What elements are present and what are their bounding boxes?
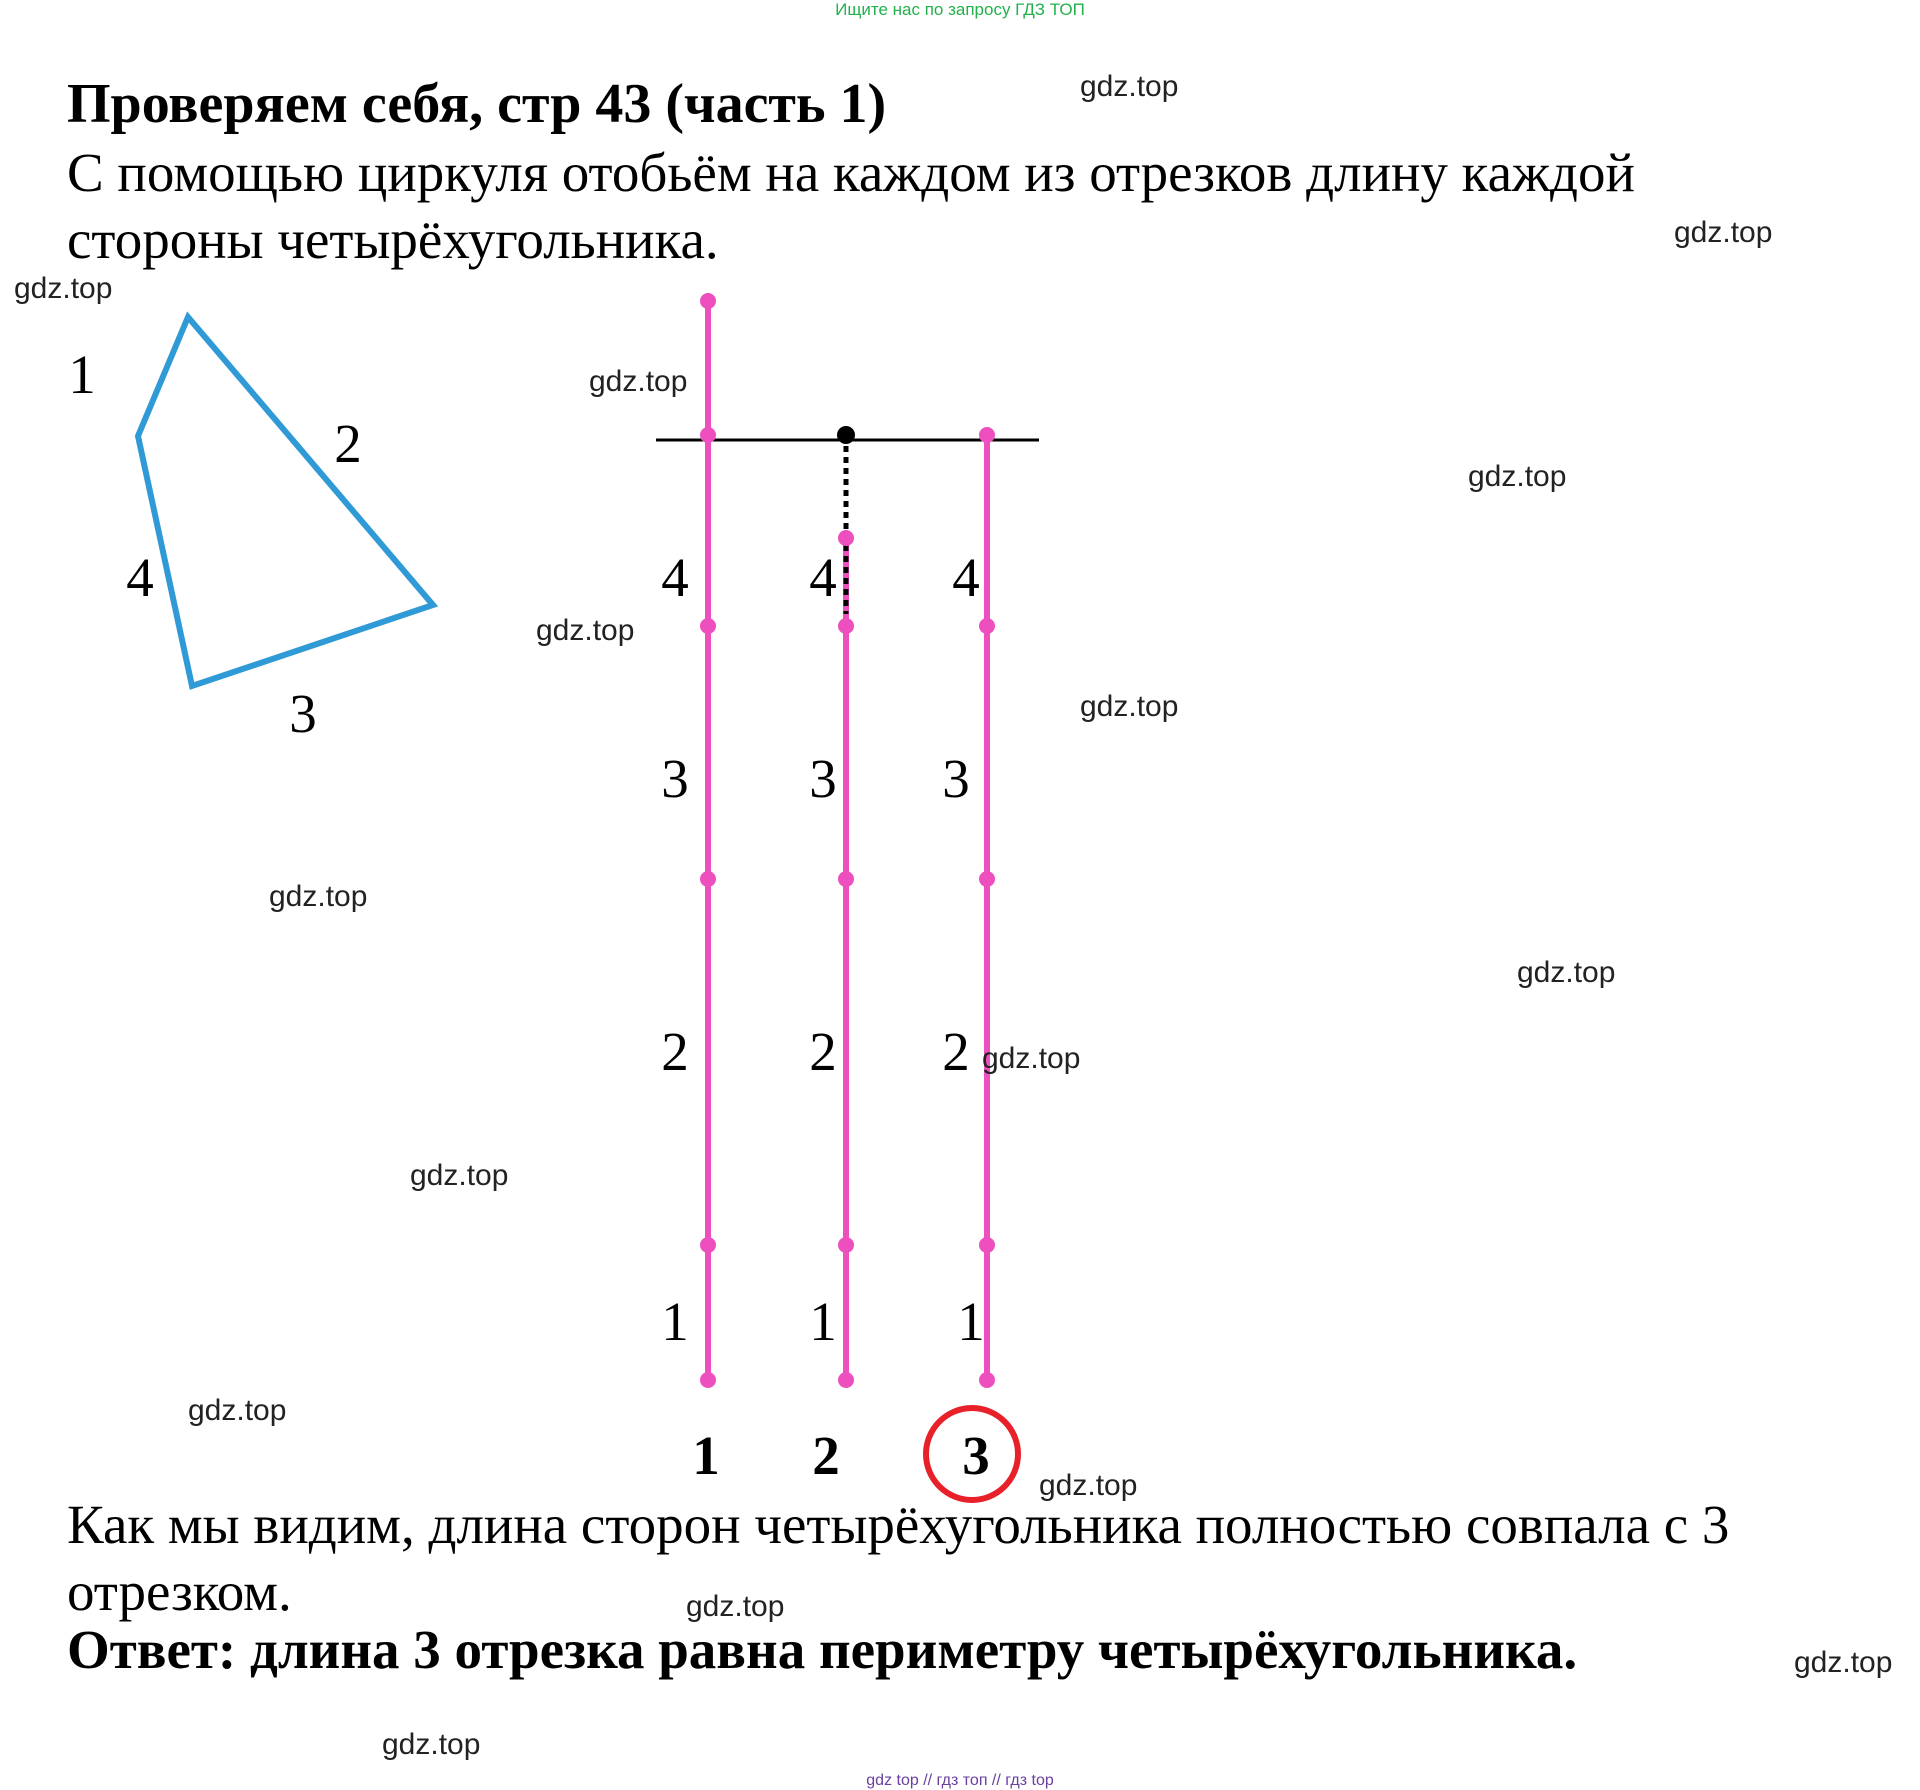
segment-2-point <box>838 871 854 887</box>
page-title: Проверяем себя, стр 43 (часть 1) <box>67 73 887 135</box>
watermark: gdz.top <box>1468 460 1567 493</box>
intro-line-1: С помощью циркуля отобьём на каждом из отрезков длину каждой <box>67 142 1635 203</box>
segment-3-point <box>979 1372 995 1388</box>
segment-2-point <box>838 530 854 546</box>
conclusion-line-1: Как мы видим, длина сторон четырёхугольника полностью совпала с 3 <box>67 1494 1730 1555</box>
watermark: gdz.top <box>686 1590 785 1623</box>
segment-2-label-4: 4 <box>809 547 837 608</box>
segment-3-point <box>979 871 995 887</box>
segment-1-point <box>700 427 716 443</box>
segment-2-top-mark <box>837 426 855 444</box>
quad-label-4: 4 <box>126 547 154 608</box>
segment-1-label-3: 3 <box>661 748 689 809</box>
quad-label-1: 1 <box>68 344 96 405</box>
top-banner: Ищите нас по запросу ГДЗ ТОП <box>835 0 1085 19</box>
segment-3-label-4: 4 <box>952 547 980 608</box>
segment-3-label-3: 3 <box>942 748 970 809</box>
segment-3-label-2: 2 <box>942 1021 970 1082</box>
watermark: gdz.top <box>1039 1469 1138 1502</box>
segment-number-1: 1 <box>692 1425 720 1486</box>
watermark: gdz.top <box>269 880 368 913</box>
segment-1-point <box>700 618 716 634</box>
conclusion-line-2: отрезком. <box>67 1561 292 1622</box>
answer-text: Ответ: длина 3 отрезка равна периметру четырёхугольника. <box>67 1619 1578 1680</box>
watermark: gdz.top <box>1080 70 1179 103</box>
watermark: gdz.top <box>410 1159 509 1192</box>
watermark: gdz.top <box>589 365 688 398</box>
watermark: gdz.top <box>14 272 113 305</box>
segment-1-point <box>700 871 716 887</box>
segment-3-point <box>979 1237 995 1253</box>
watermark: gdz.top <box>982 1042 1081 1075</box>
segment-2-point <box>838 618 854 634</box>
segment-2-label-1: 1 <box>809 1291 837 1352</box>
watermark: gdz.top <box>1794 1646 1893 1679</box>
segment-number-2: 2 <box>812 1425 840 1486</box>
segment-number-3: 3 <box>962 1425 990 1486</box>
quadrilateral <box>138 317 433 686</box>
segment-2-label-3: 3 <box>809 748 837 809</box>
watermark: gdz.top <box>536 614 635 647</box>
quad-label-3: 3 <box>289 683 317 744</box>
watermark: gdz.top <box>188 1394 287 1427</box>
segment-1-label-4: 4 <box>661 547 689 608</box>
segment-1-point <box>700 1237 716 1253</box>
watermark: gdz.top <box>1517 956 1616 989</box>
segment-3-point <box>979 618 995 634</box>
segment-3-point <box>979 427 995 443</box>
footer-links: gdz top // гдз топ // гдз top <box>866 1772 1054 1789</box>
segment-1-label-2: 2 <box>661 1021 689 1082</box>
quad-label-2: 2 <box>334 413 362 474</box>
segment-1-top-point <box>700 293 716 309</box>
watermark: gdz.top <box>382 1728 481 1761</box>
segment-2-point <box>838 1237 854 1253</box>
segment-3-label-1: 1 <box>957 1291 985 1352</box>
intro-line-2: стороны четырёхугольника. <box>67 209 719 270</box>
segment-1-label-1: 1 <box>661 1291 689 1352</box>
segment-2-point <box>838 1372 854 1388</box>
watermark: gdz.top <box>1674 216 1773 249</box>
watermark: gdz.top <box>1080 690 1179 723</box>
segment-2-label-2: 2 <box>809 1021 837 1082</box>
segment-1-point <box>700 1372 716 1388</box>
